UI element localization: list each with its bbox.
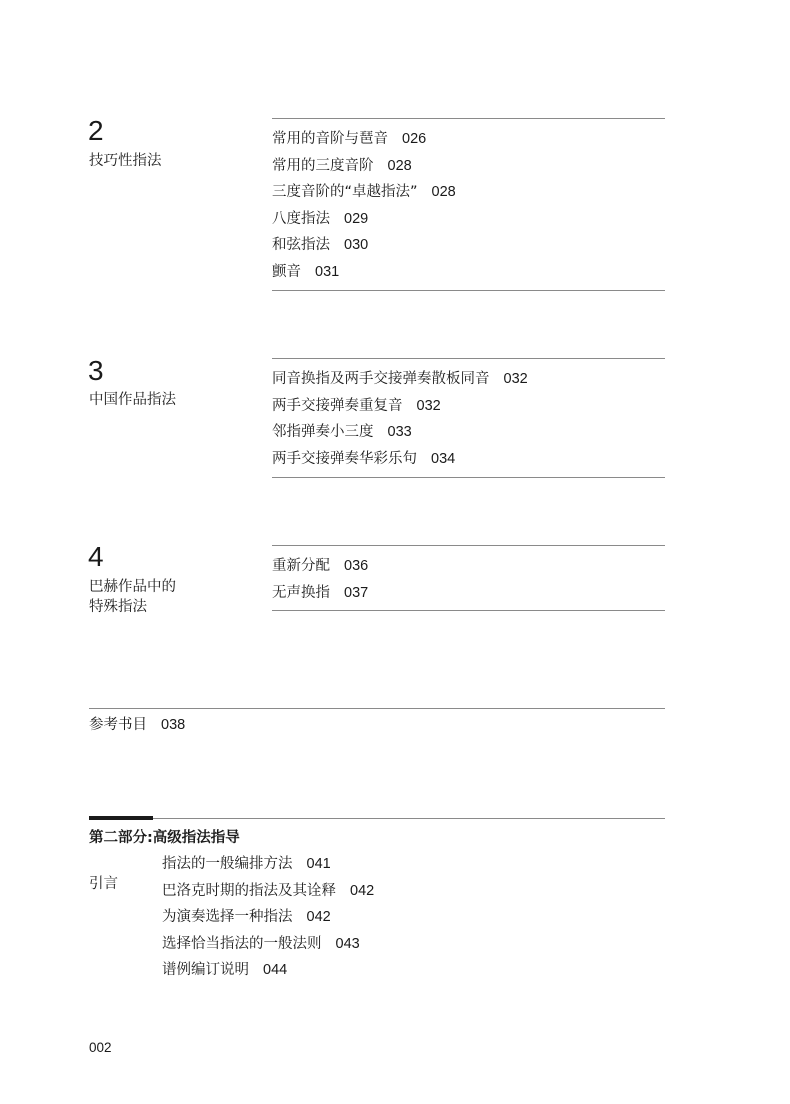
- toc-entry[interactable]: [162, 957, 374, 984]
- toc-entry-label: 三度音阶的“卓越指法”: [272, 184, 418, 200]
- toc-entry-label: 选择恰当指法的一般法则: [162, 935, 322, 952]
- toc-entry[interactable]: [272, 393, 665, 420]
- toc-entry-label: 指法的一般编排方法: [162, 856, 293, 872]
- toc-entry-page: 042: [350, 882, 375, 899]
- toc-entry-label: 重新分配: [272, 558, 330, 574]
- section-3-number: 3: [88, 355, 104, 386]
- toc-entry-label: 为演奏选择一种指法: [162, 909, 293, 925]
- toc-entry[interactable]: [272, 580, 665, 607]
- toc-entry[interactable]: [272, 232, 665, 259]
- toc-entry-label: 常用的音阶与琶音: [272, 131, 388, 147]
- toc-entry[interactable]: [272, 553, 665, 580]
- toc-entry[interactable]: [272, 366, 665, 393]
- toc-entry[interactable]: [272, 206, 665, 233]
- references-page: 038: [161, 717, 186, 733]
- section-3-title: 中国作品指法: [89, 392, 176, 408]
- toc-entry-label: 和弦指法: [272, 237, 330, 253]
- toc-entry-page: 028: [431, 184, 456, 200]
- section-4-title-line1: 巴赫作品中的: [89, 579, 176, 595]
- toc-entry-page: 032: [503, 371, 528, 387]
- toc-entry[interactable]: [272, 419, 665, 446]
- toc-entry[interactable]: [272, 179, 665, 206]
- toc-entry-page: 026: [402, 131, 427, 147]
- toc-entry[interactable]: [272, 259, 665, 286]
- part-two-divider: [153, 818, 665, 819]
- section-2-title: 技巧性指法: [89, 153, 162, 169]
- part-two-entries: [162, 851, 374, 984]
- toc-entry[interactable]: [272, 126, 665, 153]
- toc-entry-page: 032: [416, 397, 441, 414]
- part-two-accent-bar: [89, 816, 153, 820]
- references-label: 参考书目: [89, 717, 147, 733]
- toc-entry-page: 033: [387, 424, 412, 440]
- toc-entry[interactable]: [162, 851, 374, 878]
- toc-entry-page: 043: [335, 935, 360, 952]
- toc-entry-page: 041: [306, 856, 331, 872]
- toc-entry-page: 028: [387, 157, 412, 174]
- toc-entry[interactable]: [162, 904, 374, 931]
- toc-entry-label: 同音换指及两手交接弹奏散板同音: [272, 371, 490, 387]
- part-two-intro-label: 引言: [89, 876, 118, 892]
- toc-entry-label: 两手交接弹奏华彩乐句: [272, 450, 417, 467]
- toc-entry[interactable]: [272, 153, 665, 180]
- toc-entry-page: 029: [344, 210, 369, 227]
- toc-entry-label: 八度指法: [272, 210, 330, 227]
- toc-entry-page: 030: [344, 237, 369, 253]
- section-3-entries: [272, 358, 665, 478]
- section-4-title-line2: 特殊指法: [89, 599, 147, 615]
- references-divider: [89, 708, 665, 709]
- toc-entry[interactable]: [272, 446, 665, 473]
- toc-entry-page: 042: [306, 909, 331, 925]
- toc-entry-page: 031: [315, 263, 340, 280]
- toc-entry-label: 两手交接弹奏重复音: [272, 397, 403, 414]
- toc-entry-label: 巴洛克时期的指法及其诠释: [162, 882, 336, 899]
- section-2-number: 2: [88, 115, 104, 146]
- toc-entry-label: 谱例编订说明: [162, 962, 249, 978]
- section-4-entries: [272, 545, 665, 611]
- section-4-number: 4: [88, 541, 104, 572]
- toc-entry-page: 034: [431, 450, 456, 467]
- toc-entry-label: 颤音: [272, 263, 301, 280]
- toc-entry-page: 036: [344, 558, 369, 574]
- section-2-entries: [272, 118, 665, 291]
- part-two-title: 第二部分:高级指法指导: [89, 830, 240, 846]
- toc-entry-page: 037: [344, 584, 369, 601]
- toc-entry-label: 常用的三度音阶: [272, 157, 374, 174]
- references-entry[interactable]: [89, 714, 185, 736]
- toc-entry[interactable]: [162, 931, 374, 958]
- toc-entry-label: 无声换指: [272, 584, 330, 601]
- toc-entry-page: 044: [263, 962, 288, 978]
- toc-entry[interactable]: [162, 878, 374, 905]
- toc-entry-label: 邻指弹奏小三度: [272, 424, 374, 440]
- page-number: 002: [89, 1040, 112, 1055]
